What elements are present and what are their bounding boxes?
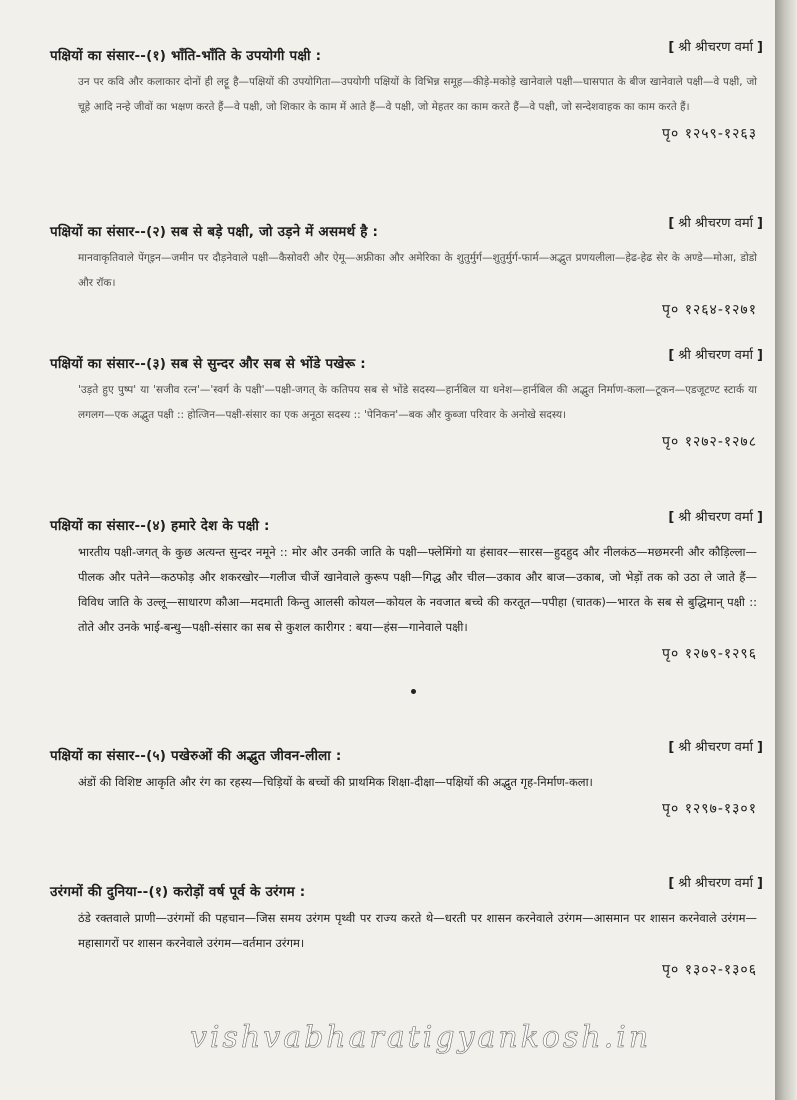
entry-summary: 'उड़ते हुए पुष्प' या 'सजीव रत्न'—'स्वर्ग के पक्षी'—पक्षी-जगत् के कतिपय सब से भोंडे सदस्य—हार्नबिल या धनेश—हार्नबिल की अद्भुत निर्माण-कला—टूकन—एडजूटण्ट स्टार्क या लगलग—एक अद्भुत पक्षी :: होत्जिन—पक्षी-संसार का एक अनूठा सदस्य :: 'पेनिकन'—बक और कुब्जा परिवार के अनोखे सदस्य। xyxy=(78,384,757,421)
entry-author: [ श्री श्रीचरण वर्मा ] xyxy=(666,212,765,232)
entry-page-range: पृ० १२७९-१२९६ xyxy=(662,646,757,662)
entry-heading xyxy=(50,344,765,374)
entry-summary: भारतीय पक्षी-जगत् के कुछ अत्यन्त सुन्दर नमूने :: मोर और उनकी जाति के पक्षी—फ्लेमिंगो या हंसावर—सारस—हुदहुद और नीलकंठ—मछमरनी और कौड़िल्ला—पीलक और पतेने—कठफोड़ और शकरखोर—गलीज चीजें खानेवाले कुरूप पक्षी—गिद्ध और चील—उकाव और बाज—उकाब, जो भेड़ों तक को उठा ले जाते हैं—विविध जाति के उल्लू—साधारण कौआ—मदमाती किन्तु आलसी कोयल—कोयल के नवजात बच्चे की करतूत—पपीहा (चातक)—भारत के सब से बुद्धिमान् पक्षी :: तोते और उनके भाई-बन्धु—पक्षी-संसार का सब से कुशल कारीगर : बया—हंस—गानेवाले पक्षी। xyxy=(78,545,757,634)
entry-page-range: पृ० १२९७-१३०१ xyxy=(662,801,757,817)
entry-title: पक्षियों का संसार--(१) भाँति-भाँति के उपयोगी पक्षी : xyxy=(50,48,322,64)
entry-summary: उन पर कवि और कलाकार दोनों ही लट्टू है—पक्षियों की उपयोगिता—उपयोगी पक्षियों के विभिन्न समूह—कीड़े-मकोड़े खानेवाले पक्षी—घासपात के बीज खानेवाले पक्षी—वे पक्षी, जो चूहे आदि नन्हे जीवों का भक्षण करते हैं—वे पक्षी, जो शिकार के काम में आते हैं—वे पक्षी, जो मेहतर का काम करते हैं—वे पक्षी, जो सन्देशवाहक का काम करते हैं। xyxy=(78,76,757,113)
entry-title: उरंगमों की दुनिया--(१) करोड़ों वर्ष पूर्व के उरंगम : xyxy=(50,884,306,900)
entry-heading xyxy=(50,506,765,536)
entry-page-range: पृ० १३०२-१३०६ xyxy=(662,962,757,978)
toc-entry-1 xyxy=(50,36,765,143)
watermark: vishvabharatigyankosh.in xyxy=(190,1020,652,1055)
page-edge-shadow xyxy=(775,0,797,1100)
entry-page-range: पृ० १२५९-१२६३ xyxy=(662,126,757,142)
entry-heading xyxy=(50,736,765,766)
entry-author: [ श्री श्रीचरण वर्मा ] xyxy=(666,506,765,526)
entry-title: पक्षियों का संसार--(३) सब से सुन्दर और सब से भोंडे पखेरू : xyxy=(50,356,366,372)
toc-entry-2 xyxy=(50,212,765,319)
entry-page-range: पृ० १२७२-१२७८ xyxy=(662,434,757,450)
entry-summary: अंडों की विशिष्ट आकृति और रंग का रहस्य—चिड़ियों के बच्चों की प्राथमिक शिक्षा-दीक्षा—पक्षियों की अद्भुत गृह-निर्माण-कला। xyxy=(78,775,593,789)
toc-entry-4 xyxy=(50,506,765,663)
entry-author: [ श्री श्रीचरण वर्मा ] xyxy=(666,36,765,56)
toc-entry-6 xyxy=(50,872,765,979)
entry-title: पक्षियों का संसार--(२) सब से बड़े पक्षी, जो उड़ने में असमर्थ है : xyxy=(50,224,379,240)
entry-author: [ श्री श्रीचरण वर्मा ] xyxy=(666,872,765,892)
entry-summary: ठंडे रक्तवाले प्राणी—उरंगमों की पहचान—जिस समय उरंगम पृथ्वी पर राज्य करते थे—धरती पर शासन करनेवाले उरंगम—आसमान पर शासन करनेवाले उरंगम—महासागरों पर शासन करनेवाले उरंगम—वर्तमान उरंगम। xyxy=(78,911,757,950)
toc-entry-5 xyxy=(50,736,765,818)
toc-entry-3 xyxy=(50,344,765,451)
entry-author: [ श्री श्रीचरण वर्मा ] xyxy=(666,736,765,756)
entry-title: पक्षियों का संसार--(४) हमारे देश के पक्षी : xyxy=(50,518,270,534)
entry-heading xyxy=(50,212,765,242)
entry-author: [ श्री श्रीचरण वर्मा ] xyxy=(666,344,765,364)
entry-summary: मानवाकृतिवाले पेंग्इन—जमीन पर दौड़नेवाले पक्षी—कैसोवरी और ऐमू—अफ्रीका और अमेरिका के शुतुर्मुर्ग—शुतुर्मुर्ग-फार्म—अद्भुत प्रणयलीला—हेढ-हेढ सेर के अण्डे—मोआ, डोडो और रॉक। xyxy=(78,252,757,289)
entry-title: पक्षियों का संसार--(५) पखेरुओं की अद्भुत जीवन-लीला : xyxy=(50,748,342,764)
entry-heading xyxy=(50,872,765,902)
ink-dot xyxy=(411,689,416,694)
entry-page-range: पृ० १२६४-१२७१ xyxy=(662,302,757,318)
entry-heading xyxy=(50,36,765,66)
